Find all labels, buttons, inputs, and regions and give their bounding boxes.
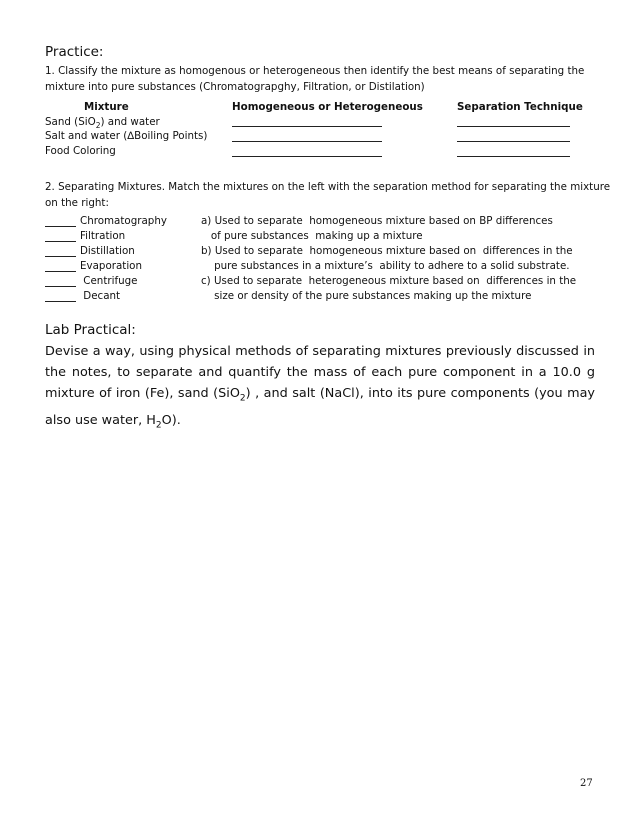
header-homogeneous-heterogeneous: Homogeneous or Heterogeneous — [232, 101, 423, 113]
method-filtration: Filtration — [80, 230, 126, 242]
lab-practical-paragraph: Devise a way, using physical methods of separating mixtures previously discussed in the notes, to separate and quantify the mass of each pure component in a 10.0 g mixture of iron (Fe), sand (SiO$_2$) , and salt (NaCl), into its pure components (you may also use water, $H_2O$). — [45, 344, 595, 431]
answer-blank-technique-row-3[interactable] — [457, 156, 570, 157]
method-evaporation: Evaporation — [80, 260, 143, 272]
method-decant: Decant — [80, 290, 121, 302]
answer-blank-type-row-1[interactable] — [232, 126, 382, 127]
practice-heading: Practice: — [45, 44, 104, 60]
question-1-line-2: mixture into pure substances (Chromatograpghy, Filtration, or Distilation) — [45, 81, 425, 93]
description-c-line-1: c) Used to separate heterogeneous mixture based on differences in the — [201, 275, 577, 287]
description-c-line-2: size or density of the pure substances making up the mixture — [201, 290, 532, 302]
answer-blank-type-row-2[interactable] — [232, 141, 382, 142]
match-blank-1[interactable] — [45, 226, 76, 227]
header-mixture: Mixture — [84, 101, 129, 113]
match-blank-4[interactable] — [45, 271, 76, 272]
method-distillation: Distillation — [80, 245, 135, 257]
lab-practical-heading: Lab Practical: — [45, 322, 136, 338]
mixture-row-2: Salt and water (∆Boiling Points) — [45, 130, 208, 142]
match-blank-3[interactable] — [45, 256, 76, 257]
description-b-line-1: b) Used to separate homogeneous mixture based on differences in the — [201, 245, 573, 257]
match-blank-5[interactable] — [45, 286, 76, 287]
header-separation-technique: Separation Technique — [457, 101, 583, 113]
description-a-line-1: a) Used to separate homogeneous mixture based on BP differences — [201, 215, 553, 227]
mixture-row-1: Sand (SiO$_2$) and water — [45, 116, 160, 131]
method-chromatography: Chromatography — [80, 215, 167, 227]
question-2-line-2: on the right: — [45, 197, 109, 209]
match-blank-2[interactable] — [45, 241, 76, 242]
answer-blank-type-row-3[interactable] — [232, 156, 382, 157]
description-a-line-2: of pure substances making up a mixture — [201, 230, 423, 242]
question-2-line-1: 2. Separating Mixtures. Match the mixtures on the left with the separation method for separating the mixture — [45, 181, 611, 193]
mixture-row-3: Food Coloring — [45, 145, 116, 157]
answer-blank-technique-row-1[interactable] — [457, 126, 570, 127]
page-number: 27 — [580, 778, 593, 789]
answer-blank-technique-row-2[interactable] — [457, 141, 570, 142]
match-blank-6[interactable] — [45, 301, 76, 302]
method-centrifuge: Centrifuge — [80, 275, 138, 287]
description-b-line-2: pure substances in a mixture’s ability to adhere to a solid substrate. — [201, 260, 570, 272]
question-1-line-1: 1. Classify the mixture as homogenous or heterogeneous then identify the best means of separating the — [45, 65, 585, 77]
